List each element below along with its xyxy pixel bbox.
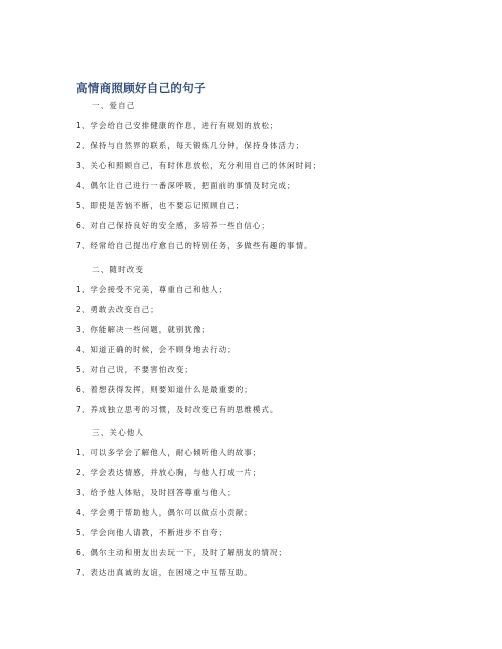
list-item: 4、偶尔让自己进行一番深呼吸，把面前的事情及时完成； — [76, 181, 296, 190]
list-item: 1、可以多学会了解他人，耐心倾听他人的故事； — [76, 448, 262, 457]
list-item: 3、你能解决一些问题，就别犹豫； — [76, 325, 211, 334]
list-item: 5、学会向他人请教，不断进步不自夸； — [76, 528, 228, 537]
list-item: 2、学会表达情感，并放心胸，与他人打成一片； — [76, 468, 262, 477]
list-item: 7、经常给自己提出疗愈自己的特别任务，多做些有趣的事情。 — [76, 241, 313, 250]
list-item: 1、学会接受不完美，尊重自己和他人； — [76, 285, 228, 294]
list-item: 4、学会勇于帮助他人，偶尔可以做点小贡献； — [76, 508, 253, 517]
section-heading: 一、爱自己 — [92, 101, 136, 110]
section-heading: 二、随时改变 — [92, 265, 145, 274]
list-item: 5、即使是苦恼不断，也不要忘记照顾自己； — [76, 201, 245, 210]
list-item: 4、知道正确的时候，会不顾身地去行动； — [76, 345, 236, 354]
list-item: 6、着想获得发挥，则要知道什么是最重要的； — [76, 385, 253, 394]
list-item: 6、对自己保持良好的安全感，多培养一些自信心； — [76, 221, 270, 230]
list-item: 2、保持与自然界的联系，每天锻炼几分钟，保持身体活力； — [76, 141, 305, 150]
document-title: 高情商照顾好自己的句子 — [76, 81, 206, 95]
list-item: 3、给予他人体贴，及时回答尊重与他人； — [76, 488, 236, 497]
list-item: 7、表达出真诚的友谊，在困境之中互帮互助。 — [76, 568, 253, 577]
section-heading: 三、关心他人 — [92, 428, 145, 437]
list-item: 2、勇敢去改变自己； — [76, 305, 159, 314]
list-item: 1、学会给自己安排健康的作息，进行有规划的放松； — [76, 121, 279, 130]
list-item: 6、偶尔主动和朋友出去玩一下，及时了解朋友的情况； — [76, 548, 288, 557]
list-item: 3、关心和照顾自己，有时休息放松，充分利用自己的休闲时间； — [76, 161, 322, 170]
list-item: 7、养成独立思考的习惯，及时改变已有的思维模式。 — [76, 405, 279, 414]
list-item: 5、对自己说，不要害怕改变； — [76, 365, 193, 374]
